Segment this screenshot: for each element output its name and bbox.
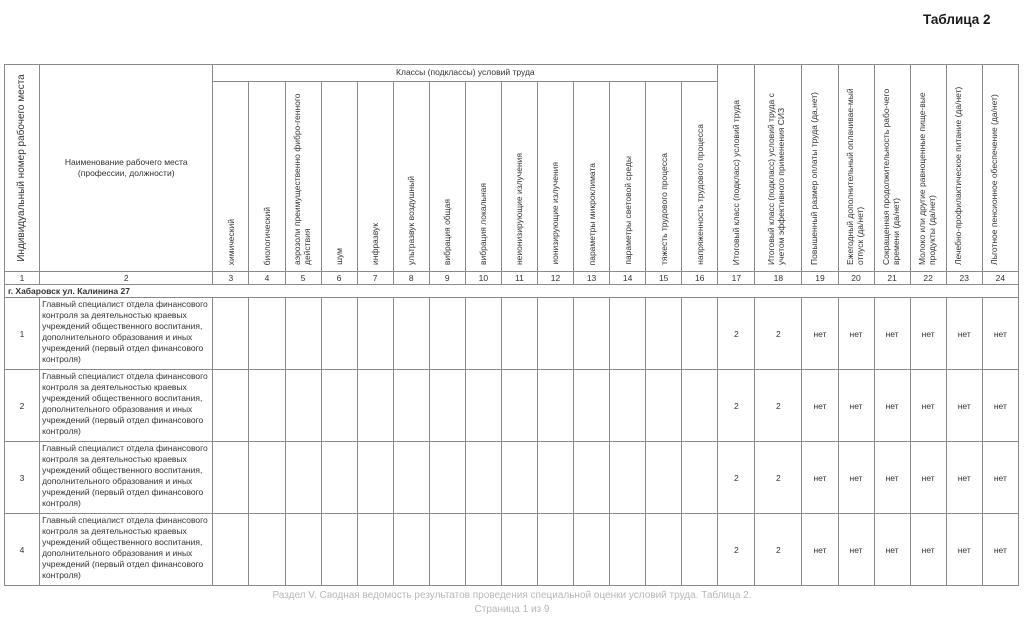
section-row [5, 285, 1019, 298]
document-title: Таблица 2 [923, 12, 991, 27]
row-benefit: нет [910, 442, 946, 514]
factor-class-cell [249, 298, 285, 370]
row-benefit: нет [802, 514, 838, 586]
table-row [5, 370, 1019, 442]
column-number: 24 [982, 272, 1018, 285]
row-id: 1 [5, 298, 40, 370]
row-benefit: нет [802, 298, 838, 370]
row-benefit: нет [838, 514, 874, 586]
column-number: 5 [285, 272, 321, 285]
header-row-top [5, 65, 1019, 82]
header-factor-cell [357, 82, 393, 272]
row-final-class: 2 [718, 298, 755, 370]
factor-class-cell [213, 370, 249, 442]
sout-summary-table [4, 64, 1019, 586]
factor-class-cell [465, 514, 501, 586]
column-number: 2 [40, 272, 213, 285]
factor-class-cell [501, 298, 537, 370]
row-final-class: 2 [718, 370, 755, 442]
header-extra-cell [802, 65, 838, 272]
header-extra-label: Ежегодный дополнительный оплачивае-мый отпуск (да/нет) [845, 88, 866, 265]
factor-class-cell [357, 514, 393, 586]
factor-class-cell [213, 298, 249, 370]
factor-class-cell [501, 442, 537, 514]
header-factor-cell [501, 82, 537, 272]
row-benefit: нет [946, 442, 982, 514]
factor-class-cell [429, 442, 465, 514]
row-id: 3 [5, 442, 40, 514]
factor-class-cell [682, 514, 718, 586]
row-workplace-name: Главный специалист отдела финансового контроля за деятельностью краевых учреждений общественного воспитания, дополнительного образования и иных учреждений (первый отдел финансового контроля) [40, 442, 213, 514]
row-final-class-siz: 2 [755, 370, 802, 442]
row-benefit: нет [874, 442, 910, 514]
header-extra-cell [946, 65, 982, 272]
factor-class-cell [429, 298, 465, 370]
row-benefit: нет [838, 298, 874, 370]
factor-class-cell [321, 442, 357, 514]
header-factor-label: инфразвук [370, 223, 381, 265]
row-final-class-siz: 2 [755, 442, 802, 514]
row-benefit: нет [910, 514, 946, 586]
factor-class-cell [646, 370, 682, 442]
header-factor-label: тяжесть трудового процесса [658, 153, 669, 265]
header-extra-label: Льготное пенсионное обеспечение (да/нет) [989, 94, 1000, 265]
header-factor-label: шум [334, 248, 345, 265]
column-number: 9 [429, 272, 465, 285]
table-row [5, 298, 1019, 370]
header-classes-label: Классы (подклассы) условий труда [396, 67, 535, 77]
factor-class-cell [537, 442, 573, 514]
factor-class-cell [249, 514, 285, 586]
row-benefit: нет [838, 370, 874, 442]
row-final-class-siz: 2 [755, 298, 802, 370]
header-classes-group [213, 65, 718, 82]
section-address: г. Хабаровск ул. Калинина 27 [5, 285, 1019, 298]
header-id-label: Индивидуальный номер рабочего места [16, 74, 28, 262]
factor-class-cell [682, 298, 718, 370]
factor-class-cell [393, 370, 429, 442]
factor-class-cell [285, 370, 321, 442]
column-number: 4 [249, 272, 285, 285]
factor-class-cell [682, 370, 718, 442]
factor-class-cell [574, 370, 610, 442]
factor-class-cell [501, 370, 537, 442]
header-factor-cell [465, 82, 501, 272]
factor-class-cell [574, 442, 610, 514]
factor-class-cell [249, 442, 285, 514]
header-extra-cell [982, 65, 1018, 272]
factor-class-cell [610, 514, 646, 586]
factor-class-cell [646, 514, 682, 586]
row-workplace-name: Главный специалист отдела финансового контроля за деятельностью краевых учреждений общественного воспитания, дополнительного образования и иных учреждений (первый отдел финансового контроля) [40, 514, 213, 586]
header-factor-cell [285, 82, 321, 272]
header-extra-cell [755, 65, 802, 272]
table-body [5, 298, 1019, 586]
header-factor-cell [682, 82, 718, 272]
factor-class-cell [249, 370, 285, 442]
row-benefit: нет [838, 442, 874, 514]
factor-class-cell [537, 298, 573, 370]
factor-class-cell [429, 514, 465, 586]
row-workplace-name: Главный специалист отдела финансового контроля за деятельностью краевых учреждений общественного воспитания, дополнительного образования и иных учреждений (первый отдел финансового контроля) [40, 298, 213, 370]
factor-class-cell [574, 514, 610, 586]
header-factor-label: напряженность трудового процесса [694, 124, 705, 265]
row-benefit: нет [982, 370, 1018, 442]
row-benefit: нет [874, 298, 910, 370]
column-number: 7 [357, 272, 393, 285]
header-factor-cell [610, 82, 646, 272]
factor-class-cell [357, 298, 393, 370]
factor-class-cell [393, 298, 429, 370]
factor-class-cell [465, 442, 501, 514]
column-number: 18 [755, 272, 802, 285]
row-benefit: нет [874, 514, 910, 586]
row-final-class: 2 [718, 442, 755, 514]
row-benefit: нет [982, 298, 1018, 370]
factor-class-cell [610, 370, 646, 442]
header-factor-cell [537, 82, 573, 272]
header-factor-cell [429, 82, 465, 272]
header-factor-label: параметры микроклимата [586, 162, 597, 265]
factor-class-cell [393, 514, 429, 586]
column-number: 3 [213, 272, 249, 285]
factor-class-cell [682, 442, 718, 514]
column-number: 17 [718, 272, 755, 285]
header-extra-label: Лечебно-профилактическое питание (да/нет) [953, 86, 964, 265]
factor-class-cell [537, 370, 573, 442]
row-benefit: нет [910, 370, 946, 442]
header-id-cell [5, 65, 40, 272]
header-extra-label: Повышенный размер оплаты труда (да,нет) [808, 91, 819, 265]
table-row [5, 514, 1019, 586]
column-number: 11 [501, 272, 537, 285]
table-row [5, 442, 1019, 514]
row-benefit: нет [982, 442, 1018, 514]
header-extra-label: Итоговый класс (подкласс) условий труда [731, 99, 742, 265]
factor-class-cell [501, 514, 537, 586]
column-number: 22 [910, 272, 946, 285]
header-factor-label: вибрация общая [442, 198, 453, 265]
header-factor-label: ионизирующие излучения [550, 162, 561, 265]
row-final-class: 2 [718, 514, 755, 586]
factor-class-cell [357, 370, 393, 442]
row-id: 4 [5, 514, 40, 586]
column-number: 1 [5, 272, 40, 285]
factor-class-cell [465, 370, 501, 442]
row-benefit: нет [910, 298, 946, 370]
column-number: 15 [646, 272, 682, 285]
factor-class-cell [213, 442, 249, 514]
factor-class-cell [610, 442, 646, 514]
column-number: 21 [874, 272, 910, 285]
factor-class-cell [213, 514, 249, 586]
factor-class-cell [429, 370, 465, 442]
header-factor-cell [393, 82, 429, 272]
column-number: 23 [946, 272, 982, 285]
header-factor-cell [321, 82, 357, 272]
factor-class-cell [321, 370, 357, 442]
factor-class-cell [285, 442, 321, 514]
column-number: 14 [610, 272, 646, 285]
row-id: 2 [5, 370, 40, 442]
header-name-label: Наименование рабочего места (профессии, должности) [64, 157, 188, 178]
row-benefit: нет [946, 298, 982, 370]
row-final-class-siz: 2 [755, 514, 802, 586]
factor-class-cell [610, 298, 646, 370]
row-benefit: нет [802, 442, 838, 514]
header-extra-cell [718, 65, 755, 272]
factor-class-cell [321, 514, 357, 586]
column-number: 16 [682, 272, 718, 285]
row-workplace-name: Главный специалист отдела финансового контроля за деятельностью краевых учреждений общественного воспитания, дополнительного образования и иных учреждений (первый отдел финансового контроля) [40, 370, 213, 442]
header-factor-cell [213, 82, 249, 272]
column-number: 13 [574, 272, 610, 285]
header-name-cell [40, 65, 213, 272]
column-number: 8 [393, 272, 429, 285]
header-factor-cell [646, 82, 682, 272]
row-benefit: нет [874, 370, 910, 442]
footer-caption: Раздел V. Сводная ведомость результатов проведения специальной оценки условий труда. Таблица 2. [272, 590, 752, 601]
footer-page-number: Страница 1 из 9 [474, 604, 550, 615]
factor-class-cell [574, 298, 610, 370]
row-benefit: нет [946, 370, 982, 442]
header-factor-label: аэрозоли преимущественно фибро-генного действия [292, 93, 313, 265]
factor-class-cell [537, 514, 573, 586]
column-number: 19 [802, 272, 838, 285]
header-factor-cell [249, 82, 285, 272]
header-factor-cell [574, 82, 610, 272]
row-benefit: нет [982, 514, 1018, 586]
header-factor-label: биологический [261, 206, 272, 265]
header-factor-label: параметры световой среды [622, 156, 633, 265]
header-factor-label: вибрация локальная [478, 183, 489, 265]
header-extra-label: Итоговый класс (подкласс) условий труда с учетом эффективного применения СИЗ [766, 93, 787, 265]
factor-class-cell [465, 298, 501, 370]
factor-class-cell [357, 442, 393, 514]
header-factor-label: химический [225, 218, 236, 265]
factor-class-cell [285, 298, 321, 370]
header-extra-cell [838, 65, 874, 272]
factor-class-cell [321, 298, 357, 370]
column-number: 12 [537, 272, 573, 285]
factor-class-cell [393, 442, 429, 514]
row-benefit: нет [946, 514, 982, 586]
header-extra-cell [874, 65, 910, 272]
column-number: 6 [321, 272, 357, 285]
header-factor-label: ультразвук воздушный [406, 176, 417, 265]
header-factor-label: неионизирующие излучения [514, 152, 525, 265]
column-number: 20 [838, 272, 874, 285]
column-number: 10 [465, 272, 501, 285]
row-benefit: нет [802, 370, 838, 442]
header-extra-cell [910, 65, 946, 272]
factor-class-cell [646, 442, 682, 514]
factor-class-cell [285, 514, 321, 586]
header-numbers-row [5, 272, 1019, 285]
factor-class-cell [646, 298, 682, 370]
header-extra-label: Сокращенная продолжительность рабо-чего времени (да/нет) [881, 88, 902, 265]
header-extra-label: Молоко или другие равноценные пище-вые продукты (да/нет) [917, 92, 938, 265]
